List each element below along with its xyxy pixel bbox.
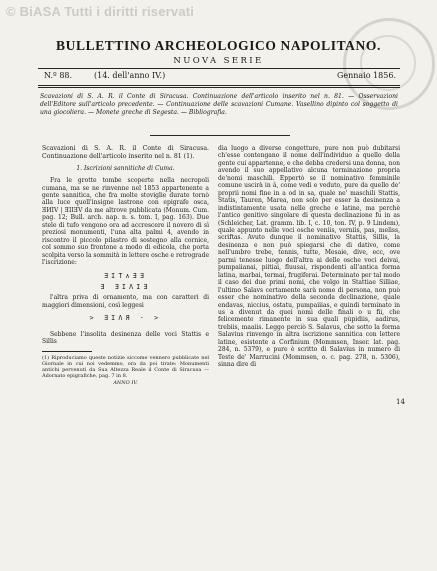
journal-series: NUOVA SERIE <box>173 56 264 66</box>
header-rule-mid-2 <box>38 87 400 88</box>
oscan-inscription-second-stele: > ƎIΛЯ · > <box>89 314 162 323</box>
footnote-rule <box>42 351 92 352</box>
paragraph: l'altra priva di ornamento, ma con caratteri di maggiori dimensioni, così leggesi <box>42 294 209 309</box>
issue-date: Gennaio 1856. <box>336 71 396 80</box>
section-heading: 1. Iscrizioni sannitiche di Cuma. <box>76 164 175 172</box>
issue-year: (14. dell'anno IV.) <box>94 71 166 80</box>
article-heading: Scavazioni di S. A. R. il Conte di Siracusa. Continuazione dell'articolo inserito nel n. 81 (1). <box>42 145 209 160</box>
issue-number: N.º 88. <box>44 71 73 80</box>
oscan-inscription-line-2: Ǝ ƎIΛIƎ <box>100 282 151 291</box>
summary-rule <box>150 135 290 136</box>
journal-title: BULLETTINO ARCHEOLOGICO NAPOLITANO. <box>56 38 381 53</box>
signature-mark: ANNO IV. <box>113 380 138 387</box>
header-rule-top <box>38 68 400 69</box>
oscan-inscription-line-1: ƎIT∧ƎƎ <box>103 272 148 281</box>
issue-summary: Scavazioni di S. A. R. il Conte di Siracusa. Continuazione dell'articolo inserito nel n. 81. — Osservazioni dell'Editore sull'articolo precedente. — Continuazione delle scavazioni Cumane. Vasellino dipinto col soggetto di una giocoliera. — Monete greche di Segesta. — Bibliografia. <box>40 93 398 116</box>
left-column <box>42 145 209 387</box>
paragraph: dia luogo a diverse congetture, pure non può dubitarsi ch'esse contengano il nome dell'individuo a quello della gente cui appartenne, e che debba credersi una donna, non avendo il suo appellativo alcuna terminazione propria de'nomi maschili. Eppertò se il nominativo femminile comune uscirà in â, come vedi e veduto, pure da quello de' proprii nomi fine in a od in sa, quale ne' maschili Stattis, Statis, Tauren, Marea, non solo per esser la desinenza a indistintamente usata nelle greche e latine, ma perchè l'antico genitivo singolare di questa declinazione fu in as (Schleicher, Lat. gramm. lib. I, c. 10, ton. IV, p. 9 Lindem), quale appunto nelle voci osche veniis, verniis, pas, meliss, scriftas. Avuto dunque il nominativo Stattis, Sillis, la desinenza e non può spiegarsi che di dativo, come nell'umbro trebe, tennis, tutte, Mesaie, dive, ecc, ove parmi tenesse luogo dell'altra ai delle osche voci deivai, pumpaiianai, piitiai, fluusai, rispondenti all'antica forma latina, marbai, termai, frugiferai. Determinato per tal modo il caso dei due primi nomi, che volgo in Stattiae Silliae, l'ultimo Salavs certamente sarà nome di persona, non può esser che nominativo della seconda declinazione, quale endavas, niccius, ostatu, pumpaiiias, e quindi terminato in us a divenut da quei nomi delle finali o u fii, che felicemente rimanente in sua quali pùpidiis, aadirus, trebiis, maaiis. Leggo perciò S. Salavus, che sotto la forma Salavius rinvengo in altra iscrizione sannitica con lettere latine, esistente a Corfinium (Mommsen, Inser. lat. pag. 284, n. 5379), e pure è scritto di Salavius in numero di Teste de' Marrucini (Mommsen, o. c. pag. 278, n. 5306), sinna dire di <box>218 145 400 369</box>
right-column <box>218 145 400 369</box>
page-number: 14 <box>396 398 405 406</box>
paragraph: Fra le grotte tombe scoperte nella necropoli cumana, ma se ne rinvenne nel 1853 appartenente a gente sannitica, che fra molte stoviglie durate tornò alla luce quell'insigne lastrone con epigrafe osca, ƎИIV | ƎIIƎV da me altrove pubblicata (Monum. Cum. pag. 12; Bull. arch. nap. n. s. tom. I, pag. 163). Due stele di tufo vengono ora ad accrescere il novero di sì preziosi monumenti, l'una alta palmi 4, avendo in riscontro il piccolo pilastro di sostegno alla cornice, col sommo suo frontone a modo di edicola, che porta scolpita verso la sommità in lettere osche e retrograde l'iscrizione: <box>42 177 210 267</box>
issue-line <box>38 71 400 83</box>
footnote-text: (1) Riproduciamo queste notizie siccome vennero pubblicate nel Giornale in cui noi vedemmo, ora da poi tirate: Monumenti antichi pervenuti da Sua Altezza Reale il Conte di Siracusa — Adornato epigrafiche, pag. 7 in 8. <box>42 354 209 380</box>
footnote <box>42 355 209 387</box>
copyright-watermark: © BiASA Tutti i diritti riservati <box>6 4 195 19</box>
paragraph: Sebbene l'insolita desinenza delle voci Stattis e Sillis <box>42 330 209 346</box>
header-rule-mid <box>38 85 400 86</box>
